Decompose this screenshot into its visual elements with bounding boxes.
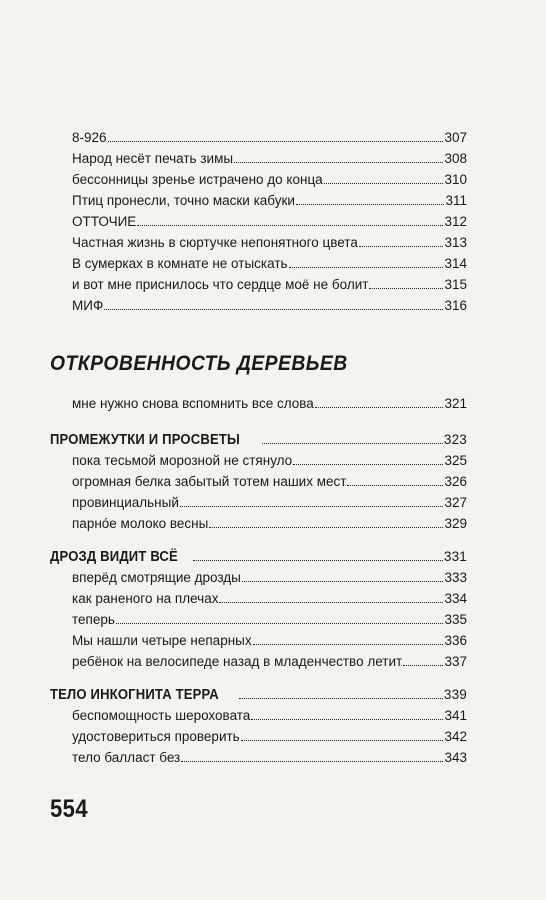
toc-entry bbox=[72, 470, 467, 490]
toc-entry-title: мне нужно снова вспомнить все слова bbox=[72, 396, 314, 411]
section-heading-page: 331 bbox=[443, 549, 467, 564]
dot-leader bbox=[359, 246, 444, 247]
toc-section-heading bbox=[50, 428, 467, 448]
toc-entry bbox=[72, 210, 467, 230]
toc-entry-page: 335 bbox=[444, 612, 467, 627]
dot-leader bbox=[219, 602, 443, 603]
toc-entry-title: пока тесьмой морозной не стянуло bbox=[72, 453, 293, 468]
toc-entry bbox=[72, 704, 467, 724]
dot-leader bbox=[324, 183, 444, 184]
section-heading-title: ТЕЛО ИНКОГНИТА ТЕРРА bbox=[50, 687, 219, 703]
dot-leader bbox=[315, 407, 444, 408]
toc-entry-page: 334 bbox=[444, 591, 467, 606]
toc-entry-page: 343 bbox=[444, 750, 467, 765]
toc-entry-title: МИФ bbox=[72, 298, 104, 313]
toc-entry bbox=[72, 231, 467, 251]
dot-leader bbox=[253, 644, 444, 645]
toc-entry bbox=[72, 512, 467, 532]
toc-entry-page: 314 bbox=[444, 256, 467, 271]
toc-entry-page: 342 bbox=[444, 729, 467, 744]
dot-leader bbox=[347, 485, 443, 486]
dot-leader bbox=[116, 623, 444, 624]
dot-leader bbox=[181, 761, 443, 762]
toc-entry-title: Частная жизнь в сюртучке непонятного цвета bbox=[72, 235, 358, 250]
dot-leader bbox=[209, 527, 443, 528]
toc-entry-title: провинциальный bbox=[72, 495, 179, 510]
dot-leader bbox=[296, 204, 445, 205]
toc-entry bbox=[72, 126, 467, 146]
dot-leader bbox=[369, 288, 443, 289]
toc-entry-title: огромная белка забытый тотем наших мест bbox=[72, 474, 347, 489]
toc-entry bbox=[72, 491, 467, 511]
dot-leader bbox=[289, 267, 444, 268]
toc-entry bbox=[72, 252, 467, 272]
dot-leader bbox=[239, 698, 443, 699]
toc-entry-title: тело балласт без bbox=[72, 750, 181, 765]
section-heading-title: ПРОМЕЖУТКИ И ПРОСВЕТЫ bbox=[50, 432, 240, 448]
book-section-title: ОТКРОВЕННОСТЬ ДЕРЕВЬЕВ bbox=[50, 352, 348, 375]
toc-entry bbox=[72, 294, 467, 314]
toc-section-heading bbox=[50, 545, 467, 565]
dot-leader bbox=[104, 309, 443, 310]
toc-entry-page: 336 bbox=[444, 633, 467, 648]
toc-entry-title: и вот мне приснилось что сердце моё не болит bbox=[72, 277, 369, 292]
toc-entry-title: парнóе молоко весны bbox=[72, 516, 209, 531]
toc-entry-page: 333 bbox=[444, 570, 467, 585]
toc-entry-title: бессонницы зренье истрачено до конца bbox=[72, 172, 323, 187]
toc-entry-page: 311 bbox=[445, 193, 467, 208]
section-heading-page: 323 bbox=[443, 432, 467, 447]
dot-leader bbox=[251, 719, 443, 720]
toc-entry-page: 329 bbox=[444, 516, 467, 531]
toc-entry-page: 321 bbox=[444, 396, 467, 411]
toc-entry-page: 316 bbox=[444, 298, 467, 313]
toc-entry-page: 326 bbox=[444, 474, 467, 489]
toc-entry bbox=[72, 147, 467, 167]
section-heading-page: 339 bbox=[443, 687, 467, 702]
toc-entry-page: 341 bbox=[444, 708, 467, 723]
toc-entry bbox=[72, 189, 467, 209]
dot-leader bbox=[262, 443, 443, 444]
toc-entry bbox=[72, 168, 467, 188]
dot-leader bbox=[403, 665, 443, 666]
toc-entry bbox=[72, 566, 467, 586]
toc-entry bbox=[72, 650, 467, 670]
dot-leader bbox=[242, 581, 444, 582]
dot-leader bbox=[193, 560, 443, 561]
toc-entry bbox=[72, 449, 467, 469]
toc-entry-page: 315 bbox=[444, 277, 467, 292]
section-heading-title: ДРОЗД ВИДИТ ВСЁ bbox=[50, 549, 178, 565]
toc-entry-page: 325 bbox=[444, 453, 467, 468]
toc-entry-title: Народ несёт печать зимы bbox=[72, 151, 234, 166]
toc-entry bbox=[72, 629, 467, 649]
dot-leader bbox=[108, 141, 444, 142]
dot-leader bbox=[137, 225, 443, 226]
toc-entry-title: 8-926 bbox=[72, 130, 107, 145]
toc-entry-page: 310 bbox=[444, 172, 467, 187]
toc-entry-title: вперёд смотрящие дрозды bbox=[72, 570, 241, 585]
toc-entry-title: беспомощность шероховата bbox=[72, 708, 251, 723]
toc-entry-page: 312 bbox=[444, 214, 467, 229]
toc-entry-title: теперь bbox=[72, 612, 115, 627]
toc-entry bbox=[72, 587, 467, 607]
toc-entry-title: Мы нашли четыре непарных bbox=[72, 633, 252, 648]
toc-entry-title: ОТТОЧИЕ bbox=[72, 214, 137, 229]
toc-entry bbox=[72, 746, 467, 766]
toc-entry-title: ребёнок на велосипеде назад в младенчество летит bbox=[72, 654, 403, 669]
toc-entry bbox=[72, 273, 467, 293]
toc-entry-title: В сумерках в комнате не отыскать bbox=[72, 256, 288, 271]
toc-entry-title: Птиц пронесли, точно маски кабуки bbox=[72, 193, 295, 208]
toc-entry-page: 327 bbox=[444, 495, 467, 510]
toc-entry-title: удостовериться проверить bbox=[72, 729, 240, 744]
toc-entry-page: 307 bbox=[444, 130, 467, 145]
dot-leader bbox=[234, 162, 443, 163]
toc-entry-title: как раненого на плечах bbox=[72, 591, 219, 606]
dot-leader bbox=[241, 740, 444, 741]
toc-entry bbox=[72, 608, 467, 628]
toc-section-heading bbox=[50, 683, 467, 703]
toc-entry-page: 337 bbox=[444, 654, 467, 669]
toc-entry-page: 308 bbox=[444, 151, 467, 166]
dot-leader bbox=[293, 464, 443, 465]
dot-leader bbox=[180, 506, 444, 507]
toc-entry bbox=[72, 392, 467, 412]
toc-entry-page: 313 bbox=[444, 235, 467, 250]
toc-entry bbox=[72, 725, 467, 745]
page-number: 554 bbox=[50, 795, 89, 823]
